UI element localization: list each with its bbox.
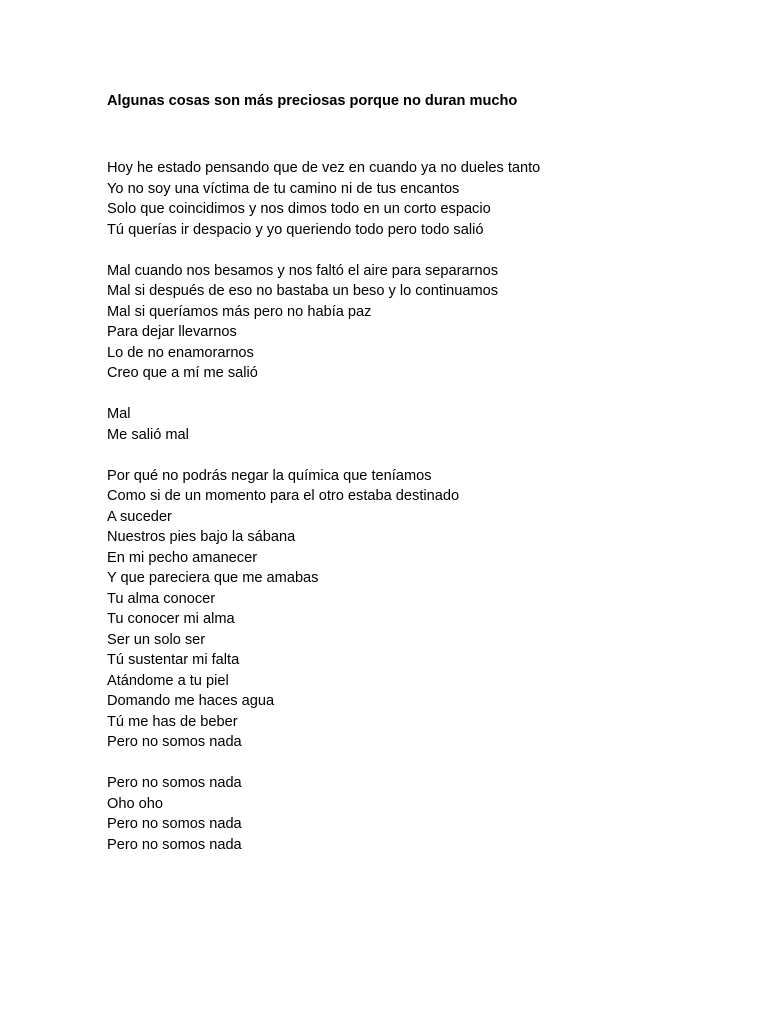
lyric-line: Atándome a tu piel (107, 672, 229, 689)
stanza (107, 158, 707, 240)
lyric-line: Mal si después de eso no bastaba un beso y lo continuamos (107, 283, 499, 299)
lyric-line: Me salió mal (107, 426, 189, 443)
lyric-line: Pero no somos nada (107, 816, 242, 832)
lyric-line: Para dejar llevarnos (107, 324, 237, 340)
lyrics-body (107, 158, 707, 876)
lyric-line: Creo que a mí me salió (107, 365, 258, 381)
lyric-line: Como si de un momento para el otro estaba destinado (107, 488, 460, 504)
lyric-line: Pero no somos nada (107, 775, 242, 791)
lyric-line: Tú sustentar mi falta (107, 652, 240, 668)
lyric-line: Oho oho (107, 795, 163, 812)
lyric-line: Pero no somos nada (107, 734, 242, 750)
lyric-line: Hoy he estado pensando que de vez en cuando ya no dueles tanto (107, 160, 541, 176)
lyric-line: Y que pareciera que me amabas (107, 570, 319, 586)
lyric-line: Yo no soy una víctima de tu camino ni de tus encantos (107, 180, 460, 197)
lyric-line: Tú querías ir despacio y yo queriendo todo pero todo salió (107, 221, 484, 238)
stanza (107, 261, 707, 384)
lyric-line: Ser un solo ser (107, 631, 206, 648)
stanza (107, 466, 707, 753)
lyric-line: Tu alma conocer (107, 590, 216, 607)
stanza (107, 773, 707, 855)
lyric-line: Por qué no podrás negar la química que teníamos (107, 467, 432, 484)
lyric-line: Lo de no enamorarnos (107, 344, 254, 361)
lyric-line: Mal (107, 406, 131, 422)
lyric-line: Pero no somos nada (107, 836, 242, 853)
document-title: Algunas cosas son más preciosas porque no duran mucho (107, 93, 518, 109)
lyric-line: Tú me has de beber (107, 713, 238, 730)
lyric-line: Domando me haces agua (107, 693, 275, 709)
lyric-line: Mal cuando nos besamos y nos faltó el aire para separarnos (107, 262, 499, 279)
lyric-line: Solo que coincidimos y nos dimos todo en un corto espacio (107, 201, 491, 217)
lyric-line: Tu conocer mi alma (107, 611, 235, 627)
lyric-line: Mal si queríamos más pero no había paz (107, 303, 372, 320)
lyric-line: Nuestros pies bajo la sábana (107, 529, 296, 545)
lyric-line: A suceder (107, 508, 172, 525)
lyric-line: En mi pecho amanecer (107, 549, 258, 566)
stanza (107, 404, 707, 445)
